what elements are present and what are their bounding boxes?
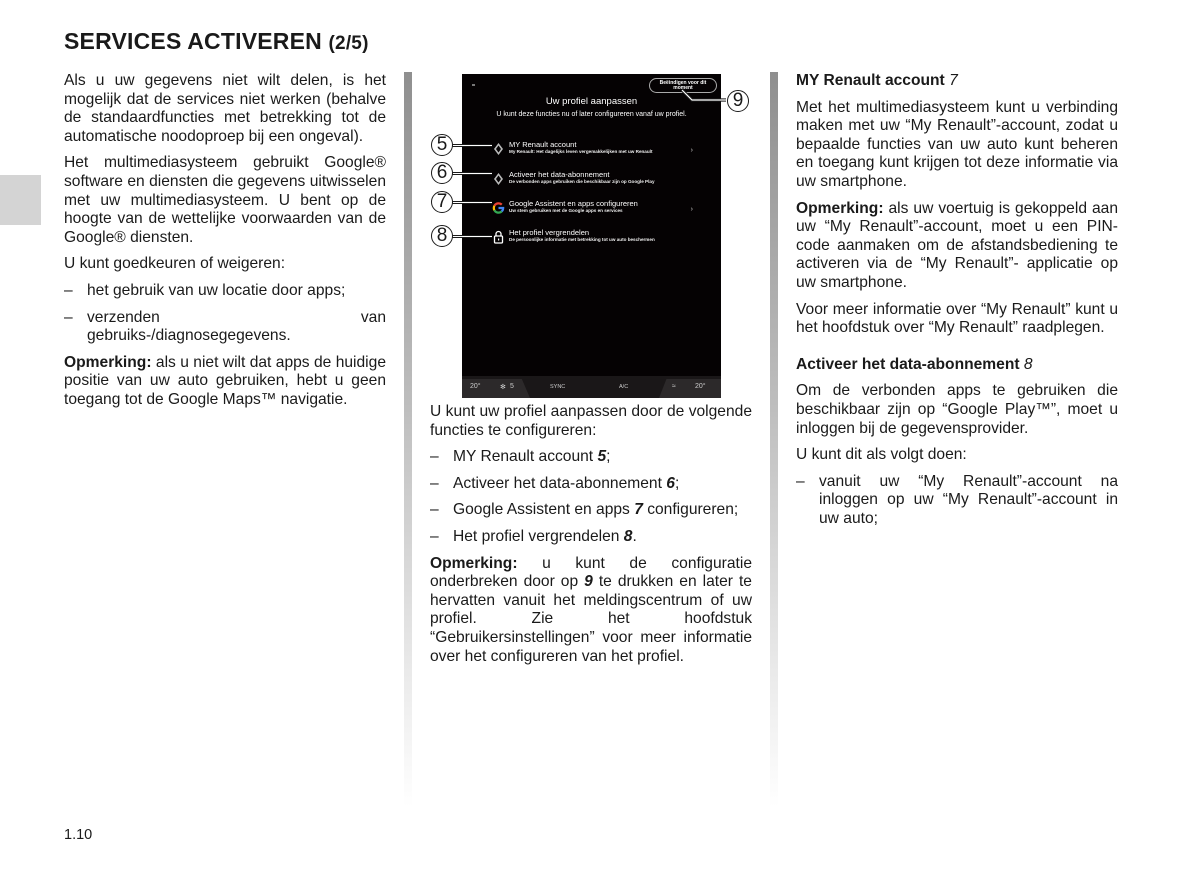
list-item: – Activeer het data-abonnement 6; [430,474,680,492]
multimedia-screen [462,74,721,398]
middle-column [430,403,752,674]
chevron-right-icon: › [690,147,693,154]
callout-leader [452,201,492,204]
temp-right[interactable]: 20° [695,383,706,390]
paragraph: U kunt goedkeuren of weigeren: [64,255,286,273]
page-title-text: SERVICES ACTIVEREN [64,28,322,54]
callout-leader [452,235,492,238]
dash-bullet: – [430,527,439,545]
temp-left[interactable]: 20° [470,383,481,390]
page-title-suffix: (2/5) [328,33,369,54]
list-item: – verzenden van gebruiks-/diagnosegegevens. [64,308,386,345]
section-heading-my-renault: MY Renault account 7 [796,72,958,89]
lock-icon [492,230,505,244]
note-paragraph: Opmerking: als u niet wilt dat apps de huidige positie van uw auto gebruiken, hebt u geen toegang tot de Google Maps™ navigatie. [64,353,386,408]
list-item: – MY Renault account 5; [430,448,611,466]
back-arrow-icon[interactable] [472,84,475,86]
menu-item-google-assistant[interactable]: Google Assistent en apps configureren Uw stem gebruiken met de Google apps en services › [490,199,695,223]
menu-item-my-renault[interactable]: MY Renault account My Renault: Het dagelijks leven vergemakkelijken met uw Renault › [490,140,695,164]
fan-icon: ✻ [500,384,506,391]
menu-item-data-subscription[interactable]: Activeer het data-abonnement De verbonden apps gebruiken die beschikbaar zijn op Google Play [490,170,695,194]
note-label: Opmerking: [796,199,884,217]
list-item: – Google Assistent en apps 7 configureren; [430,501,739,519]
callout-leader [680,88,730,108]
google-logo-icon [492,201,505,215]
dash-bullet: – [796,472,805,490]
page-title [64,28,369,55]
climate-bar [462,376,721,398]
dash-bullet: – [430,474,439,492]
callout-8: 8 [431,225,453,247]
paragraph: U kunt dit als volgt doen: [796,446,967,464]
paragraph: U kunt uw profiel aanpassen door de volgende functies te configureren: [430,403,752,439]
callout-leader [452,172,492,175]
note-label: Opmerking: [430,554,518,572]
chevron-right-icon: › [690,206,693,213]
left-column [64,72,386,418]
renault-logo-icon [492,172,505,186]
paragraph: Voor meer informatie over “My Renault” kunt u het hoofdstuk over “My Renault” raadplegen. [796,300,1118,337]
airflow-icon[interactable]: ≈ [672,383,676,390]
sync-button[interactable]: SYNC [550,384,566,390]
renault-logo-icon [492,142,505,156]
dash-bullet: – [430,448,439,466]
column-separator [770,72,778,807]
paragraph: Om de verbonden apps te gebruiken die beschikbaar zijn op “Google Play™”, moet u inloggen bij de gegevensprovider. [796,382,1118,437]
note-paragraph: Opmerking: als uw voertuig is gekoppeld aan uw “My Renault”-account, moet u een PIN-code aanmaken om de afstandsbediening te activeren via de “My Renault”- applicatie op uw smartphone. [796,199,1118,291]
dash-bullet: – [64,308,73,326]
chapter-tab [0,175,41,225]
callout-9: 9 [727,90,749,112]
dash-bullet: – [64,281,73,299]
note-label: Opmerking: [64,353,152,371]
fan-speed[interactable]: 5 [510,383,514,390]
paragraph: Het multimediasysteem gebruikt Google® software en diensten die gegevens uitwisselen met uw multimediasysteem. U bent op de hoogte van de wettelijke voorwaarden van de Google® diensten. [64,154,386,246]
callout-7: 7 [431,191,453,213]
section-heading-data-subscription: Activeer het data-abonnement 8 [796,355,1033,373]
screen-title: Uw profiel aanpassen [545,96,638,107]
end-for-now-button[interactable]: Beëindigen voor dit moment [649,78,717,93]
dash-bullet: – [430,501,439,519]
climate-right-tab[interactable] [659,379,721,398]
ac-button[interactable]: A/C [619,384,629,390]
note-paragraph: Opmerking: u kunt de configuratie onderbreken door op 9 te drukken en later te hervatten vanuit het meldingscentrum of uw profiel. Zie het hoofdstuk “Gebruikersinstellingen” voor meer informatie over het configureren van het profiel. [430,554,752,665]
list-item: – Het profiel vergrendelen 8. [430,527,637,545]
paragraph: Als u uw gegevens niet wilt delen, is het mogelijk dat de services niet werken (behalve de standaardfuncties met betrekking tot de automatische noodoproep bij een ongeval). [64,72,386,145]
callout-leader [452,144,492,147]
screen-subtitle: U kunt deze functies nu of later configureren vanaf uw profiel. [496,111,687,118]
list-item: – vanuit uw “My Renault”-account na inloggen op uw “My Renault”-account in uw auto; [796,472,1118,527]
list-item: – het gebruik van uw locatie door apps; [64,281,346,299]
column-separator [404,72,412,807]
callout-5: 5 [431,134,453,156]
paragraph: Met het multimediasysteem kunt u verbinding maken met uw “My Renault”-account, zodat u bepaalde functies van uw auto kunt beheren en toegang kunt krijgen tot deze informatie via uw smartphone. [796,98,1118,190]
callout-6: 6 [431,162,453,184]
menu-item-lock-profile[interactable]: Het profiel vergrendelen De persoonlijke informatie met betrekking tot uw auto beschermen [490,228,695,252]
page-number: 1.10 [64,827,93,843]
right-column [796,72,1118,536]
